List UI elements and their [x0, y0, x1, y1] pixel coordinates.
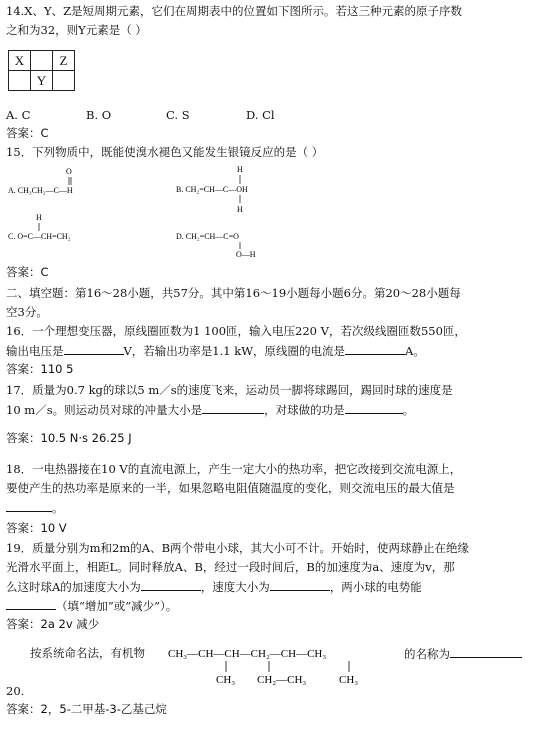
q16-text-c: A。: [405, 344, 425, 358]
q19-blank-2[interactable]: [270, 579, 330, 591]
q15-stem: 15．下列物质中，既能使溴水褪色又能发生银镜反应的是（ ）: [6, 145, 324, 159]
q15-option-c: C. O=C—CH=CH₂: [8, 232, 71, 241]
q20-main-chain: CH₃—CH—CH—CH₂—CH—CH₃: [168, 648, 327, 660]
q17-text-b: ，对球做的功是: [264, 403, 345, 417]
section2-line1: 二、填空题：第16～28小题，共57分。其中第16～19小题每小题6分。第20～28小题每: [6, 286, 461, 300]
q15-option-a: A. CH₃CH₂—C—H: [8, 186, 73, 195]
grid-cell-z: Z: [53, 51, 75, 71]
q19-blank-3[interactable]: [6, 598, 56, 610]
grid-cell-empty: [53, 71, 75, 91]
q20-text-b: 的名称为: [404, 647, 450, 661]
q16-blank-2[interactable]: [345, 343, 405, 355]
q19-blank-1[interactable]: [141, 579, 201, 591]
q15-option-b-bottom: H: [237, 205, 243, 214]
q14-option-c: C. S: [166, 108, 190, 122]
q14-option-b: B. O: [86, 108, 112, 122]
q20-blank[interactable]: [450, 646, 522, 658]
q20-structure: [168, 644, 404, 688]
q15-option-d: D. CH₂=CH—C=O: [176, 232, 239, 241]
q19-answer: 答案：2a 2v 减少: [6, 617, 100, 631]
q19-line2: 光滑水平面上，相距L。同时释放A、B，经过一段时间后，B的加速度为a、速度为v，那: [6, 560, 455, 574]
q17-line2: [6, 402, 414, 418]
q19-text-c: ，两小球的电势能: [329, 580, 422, 594]
q18-blank[interactable]: [6, 500, 52, 512]
grid-cell-y: Y: [31, 71, 53, 91]
grid-cell-x: X: [9, 51, 31, 71]
q18-line3: [6, 500, 64, 516]
q15-option-c-top: H: [36, 213, 42, 222]
q16-blank-1[interactable]: [64, 343, 124, 355]
q14-stem-line2: 之和为32，则Y元素是（ ）: [6, 23, 147, 37]
q17-text-a: 10 m／s。则运动员对球的冲量大小是: [6, 403, 203, 417]
q16-answer: 答案：110 5: [6, 362, 74, 376]
q20-branch-2: CH₂—CH₃: [257, 674, 307, 686]
q16-text-b: V，若输出功率是1.1 kW，原线圈的电流是: [123, 344, 346, 358]
q15-option-d-bottom: O—H: [236, 250, 256, 259]
periodic-table-grid: [8, 50, 75, 91]
q19-text-a: 么这时球A的加速度大小为: [6, 580, 141, 594]
q14-answer: 答案：C: [6, 126, 49, 140]
q17-blank-2[interactable]: [345, 402, 403, 414]
q19-text-b: ，速度大小为: [200, 580, 270, 594]
q17-answer: 答案：10.5 N·s 26.25 J: [6, 431, 132, 445]
section2-line2: 空3分。: [6, 305, 48, 319]
q20-stem-a: 按系统命名法，有机物: [30, 646, 145, 660]
q17-text-c: 。: [402, 403, 415, 417]
q19-line3: [6, 579, 422, 595]
q15-option-b: B. CH₂=CH—C—OH: [176, 185, 248, 194]
q19-line1: 19．质量分别为m和2m的A、B两个带电小球，其大小可不计。开始时，使两球静止在绝缘: [6, 541, 470, 555]
q20-stem-b-line: [404, 646, 522, 662]
q19-line4: [6, 598, 177, 614]
q19-text-d: （填“增加”或“减少”）。: [56, 599, 178, 613]
q20-answer: 答案：2，5-二甲基-3-乙基己烷: [6, 702, 167, 716]
q18-line2: 要使产生的热功率是原来的一半，如果忽略电阻值随温度的变化，则交流电压的最大值是: [6, 481, 455, 495]
q15-option-b-top: H: [237, 165, 243, 174]
q14-option-d: D. Cl: [246, 108, 275, 122]
q15-answer: 答案：C: [6, 265, 49, 279]
q14-stem-line1: 14.X、Y、Z是短周期元素，它们在周期表中的位置如下图所示。若这三种元素的原子序数: [6, 4, 463, 18]
q15-structures: [0, 160, 554, 260]
q20-branch-1: CH₃: [216, 674, 236, 686]
q17-line1: 17．质量为0.7 kg的球以5 m／s的速度飞来，运动员一脚将球踢回，踢回时球的速度是: [6, 383, 453, 397]
q18-text-end: 。: [52, 501, 64, 515]
q16-line2: [6, 343, 425, 359]
q15-option-a-top: O: [66, 167, 72, 176]
q18-line1: 18．一电热器接在10 V的直流电源上，产生一定大小的热功率，把它改接到交流电源上，: [6, 462, 462, 476]
q18-answer: 答案：10 V: [6, 521, 67, 535]
q14-option-a: A. C: [6, 108, 31, 122]
grid-cell-empty: [9, 71, 31, 91]
q17-blank-1[interactable]: [202, 402, 264, 414]
q16-text-a: 输出电压是: [6, 344, 64, 358]
grid-cell-empty: [31, 51, 53, 71]
q20-branch-3: CH₃: [339, 674, 359, 686]
q20-number: 20.: [6, 684, 25, 698]
q16-line1: 16．一个理想变压器，原线圈匝数为1 100匝，输入电压220 V，若次级线圈匝数550匝，: [6, 324, 466, 338]
